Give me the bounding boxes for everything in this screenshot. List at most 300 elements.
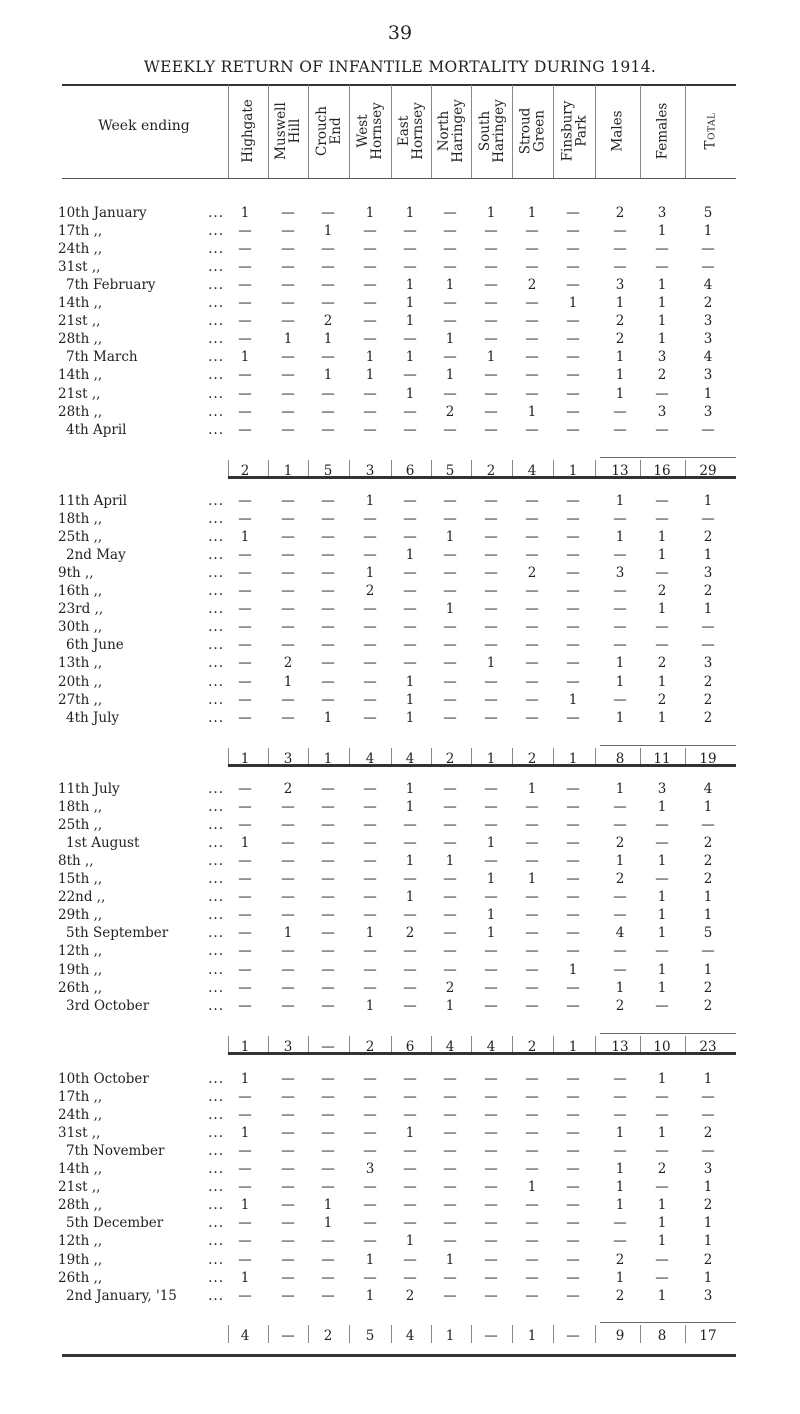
table-cell: — [613,511,627,528]
total-cell: 5 [323,463,333,479]
column-header-label: West Hornsey [355,102,385,160]
leader-dots: ... [208,1089,224,1106]
leader-dots: ... [208,709,224,726]
table-cell: — [484,277,498,294]
leader-dots: ... [208,295,224,312]
table-cell: — [566,547,580,564]
table-cell: — [566,1179,580,1196]
week-label [58,673,228,691]
table-cell: — [321,943,335,960]
table-cell: 2 [405,925,415,942]
table-cell: — [566,979,580,996]
table-cell: — [525,1125,539,1142]
table-cell: 2 [703,1125,713,1142]
table-cell: — [238,673,252,690]
table-cell: — [566,1107,580,1124]
table-cell: — [321,547,335,564]
table-cell: — [525,673,539,690]
table-cell: — [443,1269,457,1286]
table-cell: — [655,565,669,582]
table-cell: — [566,889,580,906]
leader-dots: ... [208,781,224,797]
table-cell: — [613,799,627,816]
table-row [0,691,800,709]
week-name: 16th ,, [58,583,103,600]
table-cell: 1 [657,313,667,330]
week-name: 7th March [66,349,138,366]
week-name: 18th ,, [58,799,103,816]
table-cell: — [566,529,580,546]
week-name: 18th ,, [58,511,103,528]
table-cell: — [363,979,377,996]
table-cell: — [321,1179,335,1196]
table-cell: — [525,241,539,258]
table-cell: 1 [323,1215,333,1232]
total-cell: 4 [365,751,375,767]
week-label [58,1251,228,1269]
table-row [0,582,800,600]
total-cell: 2 [365,1039,375,1055]
table-cell: — [403,601,417,618]
table-cell: 1 [657,529,667,546]
week-label [58,1088,228,1106]
table-cell: — [443,637,457,654]
week-label [58,385,228,403]
table-cell: — [525,619,539,636]
table-cell: — [363,313,377,330]
table-cell: 1 [283,925,293,942]
table-cell: — [566,205,580,221]
week-label [58,582,228,600]
table-cell: 1 [703,547,713,564]
table-cell: — [238,277,252,294]
table-row [0,870,800,888]
table-row [0,906,800,924]
week-name: 3rd October [66,997,150,1014]
table-cell: — [613,241,627,258]
table-cell: — [363,799,377,816]
table-cell: 1 [657,1215,667,1232]
column-header-label: East Hornsey [396,102,426,160]
table-cell: — [443,547,457,564]
table-cell: 1 [657,295,667,312]
table-cell: — [363,619,377,636]
table-cell: — [281,817,295,834]
table-cell: — [484,1107,498,1124]
leader-dots: ... [208,565,224,582]
table-cell: — [238,655,252,672]
table-cell: 3 [703,655,713,672]
table-cell: — [484,709,498,726]
table-row [0,258,800,276]
table-cell: — [443,799,457,816]
table-cell: — [321,1089,335,1106]
table-cell: — [613,601,627,618]
table-cell: 1 [615,979,625,996]
table-cell: — [321,799,335,816]
table-cell: — [566,1287,580,1304]
table-row [0,330,800,348]
table-cell: — [281,1269,295,1286]
table-cell: — [281,889,295,906]
total-cell: 1 [486,751,496,767]
table-cell: — [281,259,295,276]
table-cell: 2 [703,1197,713,1214]
week-label [58,798,228,816]
table-cell: 1 [486,349,496,366]
table-cell: — [238,1287,252,1304]
table-cell: 1 [405,385,415,402]
table-cell: 1 [323,367,333,384]
table-cell: 1 [615,673,625,690]
table-cell: — [238,223,252,240]
table-cell: 4 [703,781,713,797]
table-cell: — [484,943,498,960]
table-cell: — [403,1089,417,1106]
table-cell: 4 [703,349,713,366]
week-label [58,528,228,546]
table-cell: — [484,1269,498,1286]
table-cell: 3 [657,205,667,221]
week-label [58,816,228,834]
week-name: 24th ,, [58,241,103,258]
table-cell: — [613,889,627,906]
table-cell: — [321,691,335,708]
table-cell: — [484,691,498,708]
table-cell: — [403,1071,417,1087]
table-cell: — [281,601,295,618]
table-cell: 2 [615,313,625,330]
table-cell: — [363,1215,377,1232]
week-name: 17th ,, [58,223,103,240]
table-cell: — [525,259,539,276]
table-cell: — [701,943,715,960]
table-cell: 1 [703,1269,713,1286]
table-cell: — [566,1197,580,1214]
table-cell: 1 [323,223,333,240]
leader-dots: ... [208,853,224,870]
leader-dots: ... [208,277,224,294]
table-cell: — [655,817,669,834]
table-row [0,1178,800,1196]
table-cell: — [525,637,539,654]
table-cell: — [484,799,498,816]
table-cell: — [655,241,669,258]
leader-dots: ... [208,583,224,600]
table-row [0,654,800,672]
table-cell: — [566,511,580,528]
table-cell: — [403,241,417,258]
table-cell: — [321,1161,335,1178]
total-cell: — [566,1328,580,1344]
table-cell: 2 [703,835,713,852]
table-cell: — [321,295,335,312]
table-cell: — [363,1143,377,1160]
header-rule [62,178,736,179]
table-cell: — [363,673,377,690]
table-cell: — [363,385,377,402]
total-cell: 2 [323,1328,333,1344]
week-name: 19th ,, [58,1251,103,1268]
table-cell: — [363,601,377,618]
table-cell: — [566,1143,580,1160]
table-cell: 2 [283,781,293,797]
table-cell: — [281,205,295,221]
total-cell: 1 [283,463,293,479]
table-row [0,1070,800,1088]
table-cell: — [443,619,457,636]
table-cell: 1 [615,655,625,672]
table-cell: — [566,619,580,636]
total-cell: 1 [240,1039,250,1055]
table-cell: — [525,583,539,600]
table-cell: 1 [445,367,455,384]
table-cell: — [281,1071,295,1087]
week-name: 21st ,, [58,1179,101,1196]
quarter-separator [228,476,736,479]
table-cell: — [613,817,627,834]
week-name: 1st August [66,835,140,852]
table-cell: — [566,853,580,870]
table-cell: 2 [703,295,713,312]
table-cell: 2 [365,583,375,600]
table-cell: — [525,493,539,509]
table-cell: 1 [615,1125,625,1142]
table-cell: — [655,619,669,636]
table-cell: — [321,997,335,1014]
table-cell: — [484,1287,498,1304]
total-cell: — [281,1328,295,1344]
table-cell: — [281,403,295,420]
table-cell: — [655,943,669,960]
week-label [58,1269,228,1287]
table-cell: — [525,817,539,834]
total-divider [349,1325,350,1343]
column-divider [308,85,309,178]
table-cell: — [525,1269,539,1286]
table-cell: — [655,493,669,509]
table-cell: 2 [703,997,713,1014]
table-cell: — [281,1107,295,1124]
table-cell: — [484,331,498,348]
leader-dots: ... [208,1233,224,1250]
column-divider [640,85,641,178]
table-row [0,276,800,294]
leader-dots: ... [208,961,224,978]
table-cell: — [566,943,580,960]
table-cell: — [238,259,252,276]
table-cell: 1 [615,853,625,870]
table-cell: — [281,547,295,564]
table-cell: — [484,1071,498,1087]
subtotal-top-rule [600,1033,736,1034]
table-cell: — [525,943,539,960]
table-cell: — [321,907,335,924]
table-cell: 1 [323,1197,333,1214]
table-cell: — [321,817,335,834]
table-cell: — [321,925,335,942]
week-name: 4th April [66,421,127,438]
week-label [58,1106,228,1124]
table-cell: — [484,529,498,546]
table-cell: 1 [527,403,537,420]
table-cell: 1 [240,349,250,366]
week-label [58,240,228,258]
total-cell: 4 [240,1328,250,1344]
table-cell: — [566,493,580,509]
leader-dots: ... [208,1161,224,1178]
table-cell: — [321,781,335,797]
table-cell: 2 [615,835,625,852]
week-name: 28th ,, [58,403,103,420]
total-divider [228,1325,229,1343]
table-cell: — [363,1269,377,1286]
week-label [58,691,228,709]
table-cell: 1 [703,1071,713,1087]
table-cell: 1 [486,205,496,221]
table-cell: — [525,511,539,528]
table-cell: — [238,943,252,960]
table-cell: — [484,583,498,600]
table-cell: — [443,511,457,528]
table-cell: 1 [703,889,713,906]
table-cell: — [701,817,715,834]
table-cell: — [363,1071,377,1087]
table-row [0,997,800,1015]
total-cell: 1 [568,751,578,767]
week-label [58,654,228,672]
table-cell: — [484,1143,498,1160]
table-cell: 2 [703,1251,713,1268]
table-cell: — [238,691,252,708]
table-cell: — [484,241,498,258]
table-cell: — [281,1161,295,1178]
week-name: 9th ,, [58,565,94,582]
table-cell: 1 [657,1287,667,1304]
table-cell: — [281,871,295,888]
table-cell: — [701,241,715,258]
table-cell: 3 [615,277,625,294]
total-cell: 4 [405,1328,415,1344]
table-cell: — [566,997,580,1014]
table-cell: — [525,421,539,438]
table-cell: — [613,223,627,240]
table-cell: 2 [703,583,713,600]
week-label [58,870,228,888]
week-label [58,294,228,312]
table-cell: — [238,493,252,509]
table-row [0,816,800,834]
leader-dots: ... [208,799,224,816]
column-header-label: Females [654,102,671,160]
table-cell: — [363,907,377,924]
table-cell: — [443,943,457,960]
table-cell: — [403,565,417,582]
table-cell: — [363,511,377,528]
total-cell: 3 [365,463,375,479]
table-cell: — [655,1179,669,1196]
table-cell: — [613,943,627,960]
table-cell: — [363,871,377,888]
total-cell: 3 [283,1039,293,1055]
table-cell: 1 [486,835,496,852]
week-label [58,852,228,870]
table-cell: — [281,943,295,960]
leader-dots: ... [208,1215,224,1232]
table-cell: — [281,691,295,708]
table-cell: — [321,277,335,294]
table-cell: — [238,385,252,402]
table-cell: — [525,331,539,348]
table-cell: — [613,259,627,276]
week-name: 29th ,, [58,907,103,924]
table-cell: — [403,943,417,960]
table-cell: — [238,979,252,996]
table-cell: — [566,925,580,942]
table-cell: — [484,817,498,834]
table-cell: — [321,1251,335,1268]
total-cell: 2 [527,751,537,767]
quarter-total-row [0,1327,800,1345]
table-cell: — [281,223,295,240]
table-cell: — [566,655,580,672]
leader-dots: ... [208,673,224,690]
table-cell: — [403,421,417,438]
table-cell: — [484,313,498,330]
table-cell: — [613,961,627,978]
week-label [58,204,228,222]
table-cell: — [281,637,295,654]
table-cell: — [484,979,498,996]
table-cell: 1 [486,871,496,888]
week-name: 8th ,, [58,853,94,870]
week-label [58,510,228,528]
table-cell: 1 [240,205,250,221]
total-divider [391,1325,392,1343]
week-label [58,366,228,384]
table-cell: — [525,1287,539,1304]
table-cell: 3 [703,565,713,582]
total-cell: 2 [240,463,250,479]
table-cell: — [701,259,715,276]
table-cell: — [613,583,627,600]
table-cell: — [484,403,498,420]
leader-dots: ... [208,871,224,888]
column-divider [391,85,392,178]
total-cell: 10 [653,1039,671,1055]
table-cell: 1 [527,781,537,797]
table-row [0,366,800,384]
table-cell: — [525,1215,539,1232]
table-cell: 1 [405,853,415,870]
table-cell: — [238,889,252,906]
table-row [0,546,800,564]
table-cell: — [403,1269,417,1286]
table-cell: 1 [657,601,667,618]
table-cell: 2 [703,673,713,690]
table-cell: 3 [657,403,667,420]
table-cell: — [525,349,539,366]
column-header-females [640,86,685,176]
table-cell: — [238,583,252,600]
week-name: 5th December [66,1215,164,1232]
table-cell: — [484,547,498,564]
week-name: 14th ,, [58,295,103,312]
table-cell: — [403,1251,417,1268]
table-cell: — [443,1143,457,1160]
table-cell: 3 [703,331,713,348]
table-cell: 1 [657,799,667,816]
